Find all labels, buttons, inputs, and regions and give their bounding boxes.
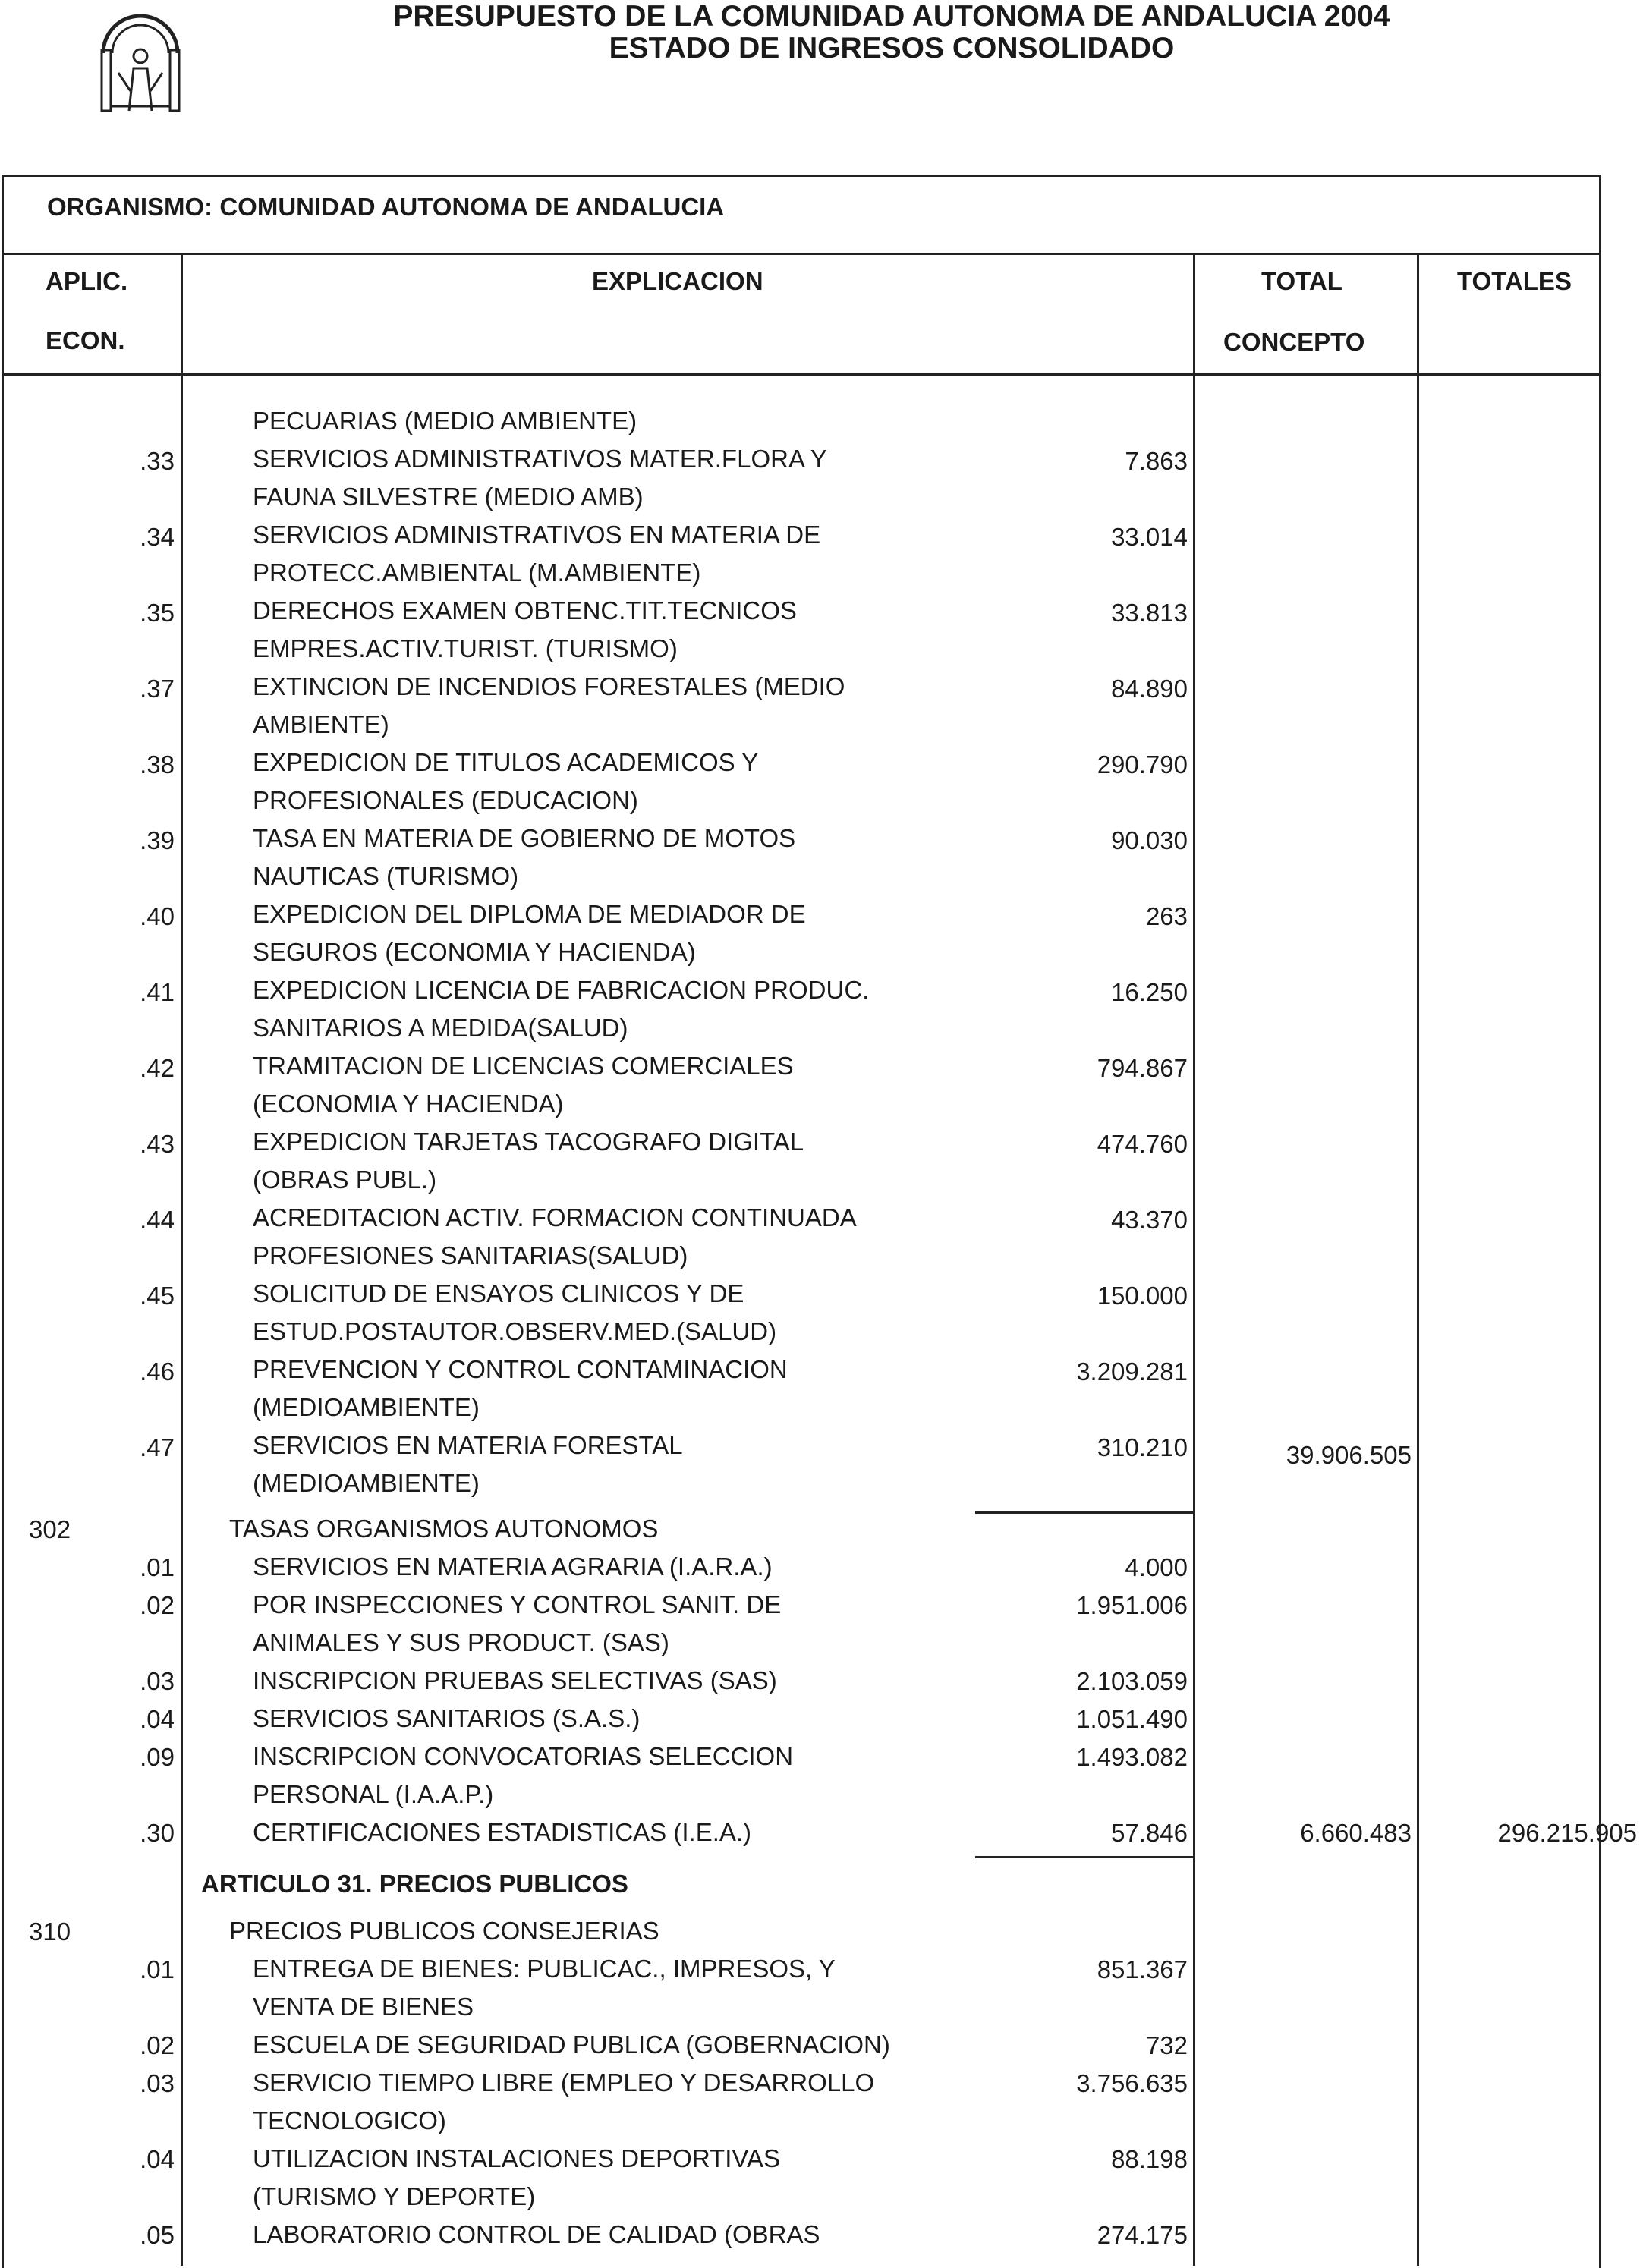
row-subcode: .30 — [140, 1819, 175, 1847]
row-desc: EXPEDICION DEL DIPLOMA DE MEDIADOR DE SEGUROS (ECONOMIA Y HACIENDA) — [253, 900, 806, 966]
row-subcode: .09 — [140, 1743, 175, 1771]
row-subcode: .01 — [140, 1955, 175, 1983]
row-subcode: .46 — [140, 1357, 175, 1386]
row-amount: 310.210 — [1097, 1433, 1188, 1461]
row-amount: 2.103.059 — [1076, 1667, 1188, 1695]
row-desc: PECUARIAS (MEDIO AMBIENTE) — [253, 407, 637, 435]
divider — [1193, 253, 1195, 2266]
divider — [181, 253, 183, 2266]
row-desc: EXPEDICION DE TITULOS ACADEMICOS Y PROFESIONALES (EDUCACION) — [253, 748, 759, 814]
row-desc: SERVICIOS EN MATERIA AGRARIA (I.A.R.A.) — [253, 1552, 773, 1581]
row-subcode: .01 — [140, 1553, 175, 1581]
row-subcode: .04 — [140, 1705, 175, 1733]
row-desc: EXPEDICION LICENCIA DE FABRICACION PRODUC. SANITARIOS A MEDIDA(SALUD) — [253, 976, 870, 1042]
row-amount: 794.867 — [1097, 1054, 1188, 1082]
row-subcode: .05 — [140, 2221, 175, 2249]
organismo-label: ORGANISMO: COMUNIDAD AUTONOMA DE ANDALUCIA — [47, 193, 725, 221]
subtotal-rule — [975, 1856, 1195, 1858]
row-code: 302 — [29, 1515, 71, 1543]
row-desc: SERVICIOS EN MATERIA FORESTAL (MEDIOAMBIENTE) — [253, 1431, 683, 1497]
row-desc: ENTREGA DE BIENES: PUBLICAC., IMPRESOS, Y VENTA DE BIENES — [253, 1955, 836, 2021]
row-subcode: .02 — [140, 2031, 175, 2059]
row-amount: 274.175 — [1097, 2221, 1188, 2249]
row-amount: 7.863 — [1125, 447, 1188, 475]
row-desc: SERVICIOS ADMINISTRATIVOS MATER.FLORA Y FAUNA SILVESTRE (MEDIO AMB) — [253, 445, 827, 511]
divider — [2, 373, 1599, 376]
row-desc: SERVICIOS SANITARIOS (S.A.S.) — [253, 1704, 641, 1732]
row-amount: 33.014 — [1111, 523, 1188, 551]
row-total-concepto: 6.660.483 — [1300, 1819, 1412, 1847]
row-desc: PREVENCION Y CONTROL CONTAMINACION (MEDIOAMBIENTE) — [253, 1355, 788, 1421]
row-desc: INSCRIPCION PRUEBAS SELECTIVAS (SAS) — [253, 1666, 777, 1694]
row-subcode: .44 — [140, 1206, 175, 1234]
row-subcode: .03 — [140, 1667, 175, 1695]
row-subcode: .40 — [140, 902, 175, 930]
row-amount: 16.250 — [1111, 978, 1188, 1006]
row-desc: INSCRIPCION CONVOCATORIAS SELECCION PERSONAL (I.A.A.P.) — [253, 1742, 794, 1808]
col-total-line1: TOTAL — [1261, 267, 1342, 295]
col-explicacion: EXPLICACION — [592, 267, 763, 295]
row-subcode: .47 — [140, 1433, 175, 1461]
article-heading: ARTICULO 31. PRECIOS PUBLICOS — [201, 1870, 628, 1898]
row-desc: POR INSPECCIONES Y CONTROL SANIT. DE ANIMALES Y SUS PRODUCT. (SAS) — [253, 1590, 782, 1656]
row-amount: 1.493.082 — [1076, 1743, 1188, 1771]
row-amount: 851.367 — [1097, 1955, 1188, 1983]
row-subcode: .39 — [140, 826, 175, 854]
row-subcode: .38 — [140, 750, 175, 779]
row-desc: SOLICITUD DE ENSAYOS CLINICOS Y DE ESTUD.POSTAUTOR.OBSERV.MED.(SALUD) — [253, 1279, 777, 1345]
divider — [2, 253, 1599, 255]
row-desc: DERECHOS EXAMEN OBTENC.TIT.TECNICOS EMPRES.ACTIV.TURIST. (TURISMO) — [253, 596, 797, 662]
row-amount: 3.756.635 — [1076, 2069, 1188, 2097]
col-totales: TOTALES — [1457, 267, 1572, 295]
row-amount: 150.000 — [1097, 1282, 1188, 1310]
row-amount: 90.030 — [1111, 826, 1188, 854]
row-subcode: .43 — [140, 1130, 175, 1158]
row-subcode: .35 — [140, 599, 175, 627]
col-aplic-line2: ECON. — [46, 326, 125, 354]
row-amount: 263 — [1145, 902, 1188, 930]
row-totales: 296.215.905 — [1497, 1819, 1637, 1847]
row-desc: EXPEDICION TARJETAS TACOGRAFO DIGITAL (OBRAS PUBL.) — [253, 1128, 804, 1194]
row-subcode: .45 — [140, 1282, 175, 1310]
row-desc: SERVICIO TIEMPO LIBRE (EMPLEO Y DESARROLLO TECNOLOGICO) — [253, 2068, 875, 2134]
document-title: PRESUPUESTO DE LA COMUNIDAD AUTONOMA DE ANDALUCIA 2004 — [393, 0, 1390, 33]
row-amount: 33.813 — [1111, 599, 1188, 627]
row-desc: ESCUELA DE SEGURIDAD PUBLICA (GOBERNACION) — [253, 2031, 890, 2059]
row-desc: TRAMITACION DE LICENCIAS COMERCIALES (ECONOMIA Y HACIENDA) — [253, 1052, 794, 1118]
row-amount: 290.790 — [1097, 750, 1188, 779]
row-subcode: .34 — [140, 523, 175, 551]
row-amount: 84.890 — [1111, 675, 1188, 703]
row-desc: TASA EN MATERIA DE GOBIERNO DE MOTOS NAUTICAS (TURISMO) — [253, 824, 796, 890]
row-amount: 43.370 — [1111, 1206, 1188, 1234]
row-subcode: .02 — [140, 1591, 175, 1619]
row-code: 310 — [29, 1917, 71, 1946]
col-aplic-line1: APLIC. — [46, 267, 128, 295]
row-desc: PRECIOS PUBLICOS CONSEJERIAS — [229, 1917, 659, 1945]
row-amount: 1.051.490 — [1076, 1705, 1188, 1733]
row-desc: TASAS ORGANISMOS AUTONOMOS — [229, 1515, 659, 1543]
row-subcode: .41 — [140, 978, 175, 1006]
row-subcode: .37 — [140, 675, 175, 703]
row-desc: CERTIFICACIONES ESTADISTICAS (I.E.A.) — [253, 1818, 752, 1846]
subtotal-rule — [975, 1511, 1195, 1514]
row-amount: 1.951.006 — [1076, 1591, 1188, 1619]
row-amount: 3.209.281 — [1076, 1357, 1188, 1386]
row-amount: 4.000 — [1125, 1553, 1188, 1581]
document-subtitle: ESTADO DE INGRESOS CONSOLIDADO — [609, 32, 1175, 64]
divider — [1417, 253, 1419, 2266]
row-desc: EXTINCION DE INCENDIOS FORESTALES (MEDIO AMBIENTE) — [253, 672, 845, 738]
row-subcode: .42 — [140, 1054, 175, 1082]
row-subcode: .04 — [140, 2145, 175, 2173]
row-subcode: .03 — [140, 2069, 175, 2097]
row-desc: LABORATORIO CONTROL DE CALIDAD (OBRAS — [253, 2220, 820, 2248]
col-total-line2: CONCEPTO — [1223, 328, 1365, 356]
row-subcode: .33 — [140, 447, 175, 475]
row-amount: 474.760 — [1097, 1130, 1188, 1158]
row-desc: ACREDITACION ACTIV. FORMACION CONTINUADA PROFESIONES SANITARIAS(SALUD) — [253, 1203, 857, 1269]
row-desc: SERVICIOS ADMINISTRATIVOS EN MATERIA DE PROTECC.AMBIENTAL (M.AMBIENTE) — [253, 521, 821, 587]
row-amount: 88.198 — [1111, 2145, 1188, 2173]
row-desc: UTILIZACION INSTALACIONES DEPORTIVAS (TURISMO Y DEPORTE) — [253, 2144, 780, 2210]
row-amount: 732 — [1145, 2031, 1188, 2059]
row-amount: 57.846 — [1111, 1819, 1188, 1847]
row-total-concepto: 39.906.505 — [1286, 1441, 1412, 1469]
junta-andalucia-emblem-icon — [96, 0, 185, 114]
